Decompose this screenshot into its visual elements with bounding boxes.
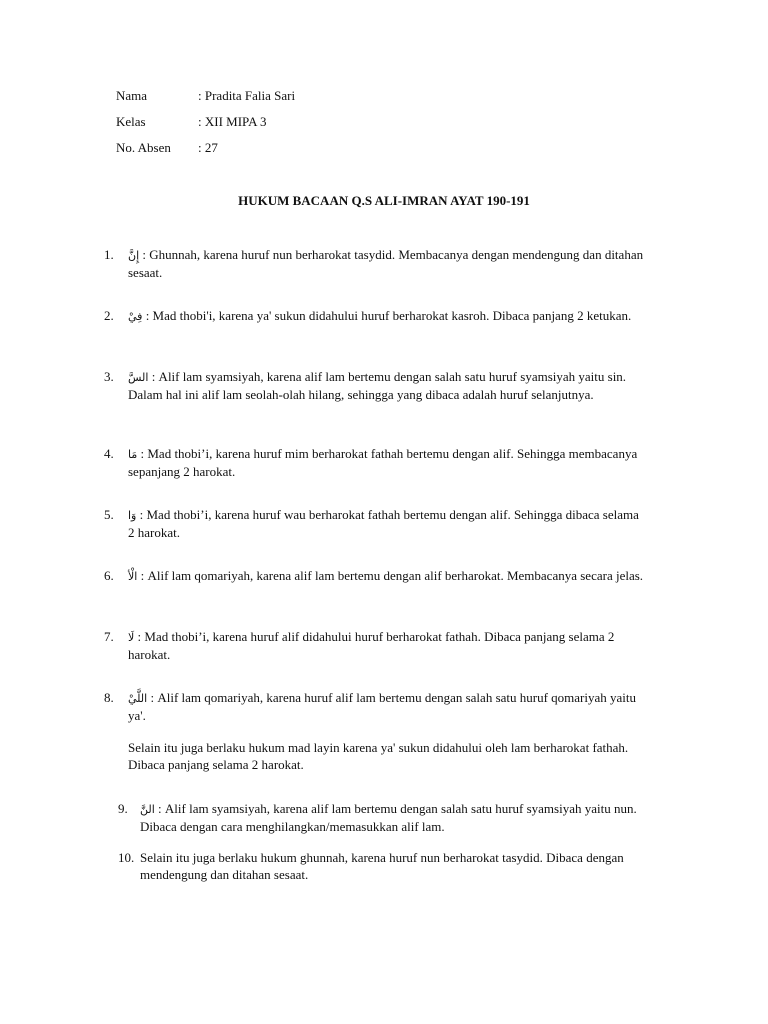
item-number: 9. (118, 801, 128, 816)
item-number: 3. (104, 369, 114, 384)
item-text (128, 368, 648, 403)
name-value: : Pradita Falia Sari (198, 88, 296, 103)
arabic-word: السَّ (128, 371, 149, 384)
item-description: : Ghunnah, karena huruf nun berharokat tasydid. Membacanya dengan mendengung dan ditahan sesaat. (128, 247, 644, 280)
name-label: Nama (116, 88, 148, 103)
item-number: 1. (104, 247, 114, 262)
item-text (128, 628, 648, 663)
item-number: 10. (118, 850, 135, 865)
arabic-word: مَا (128, 448, 138, 461)
absen-value: : 27 (198, 140, 218, 155)
item-text (128, 246, 648, 281)
class-value: : XII MIPA 3 (198, 114, 267, 129)
item-description: : Alif lam qomariyah, karena huruf alif lam bertemu dengan salah satu huruf qomariyah yaitu ya'. (128, 690, 637, 723)
class-label: Kelas (116, 114, 146, 129)
document-title: HUKUM BACAAN Q.S ALI-IMRAN AYAT 190-191 (238, 193, 530, 208)
item-text (140, 849, 650, 883)
item-text (128, 567, 648, 585)
item-text (140, 800, 650, 835)
arabic-word: النَّ (140, 803, 155, 816)
arabic-word: فِيْ (128, 310, 143, 323)
item-description: : Alif lam syamsiyah, karena alif lam bertemu dengan salah satu huruf syamsiyah yaitu nun. Dibaca dengan cara menghilangkan/memasukkan alif lam. (140, 801, 637, 834)
item-description: : Alif lam qomariyah, karena alif lam bertemu dengan alif berharokat. Membacanya secara jelas. (140, 568, 644, 583)
item-text (128, 506, 648, 541)
item-text (128, 445, 648, 480)
arabic-word: إِنَّ (128, 249, 140, 262)
arabic-word: لَا (128, 631, 135, 644)
item-8-extra-paragraph: Selain itu juga berlaku hukum mad layin karena ya' sukun didahului oleh lam berharokat fathah. Dibaca panjang selama 2 harokat. (128, 740, 629, 772)
item-number: 4. (104, 446, 114, 461)
item-number: 5. (104, 507, 114, 522)
arabic-word: وَا (128, 509, 137, 522)
item-description: : Mad thobi’i, karena huruf mim berharokat fathah bertemu dengan alif. Sehingga membacanya sepanjang 2 harokat. (128, 446, 638, 479)
item-number: 2. (104, 308, 114, 323)
arabic-word: الْأ (128, 570, 138, 583)
item-description: Selain itu juga berlaku hukum ghunnah, karena huruf nun berharokat tasydid. Dibaca dengan mendengung dan ditahan sesaat. (140, 850, 624, 882)
item-number: 7. (104, 629, 114, 644)
item-text (128, 307, 648, 325)
item-description: : Mad thobi'i, karena ya' sukun didahului huruf berharokat kasroh. Dibaca panjang 2 ketukan. (145, 308, 632, 323)
item-text (128, 689, 648, 724)
item-description: : Alif lam syamsiyah, karena alif lam bertemu dengan salah satu huruf syamsiyah yaitu sin. Dalam hal ini alif lam seolah-olah hilang, sehingga yang dibaca adalah huruf selanjutnya. (128, 369, 627, 402)
item-description: : Mad thobi’i, karena huruf alif didahului huruf berharokat fathah. Dibaca panjang selama 2 harokat. (128, 629, 615, 662)
absen-label: No. Absen (116, 140, 171, 155)
item-number: 8. (104, 690, 114, 705)
arabic-word: اللَّيْ (128, 692, 148, 705)
item-number: 6. (104, 568, 114, 583)
item-description: : Mad thobi’i, karena huruf wau berharokat fathah bertemu dengan alif. Sehingga dibaca selama 2 harokat. (128, 507, 639, 540)
